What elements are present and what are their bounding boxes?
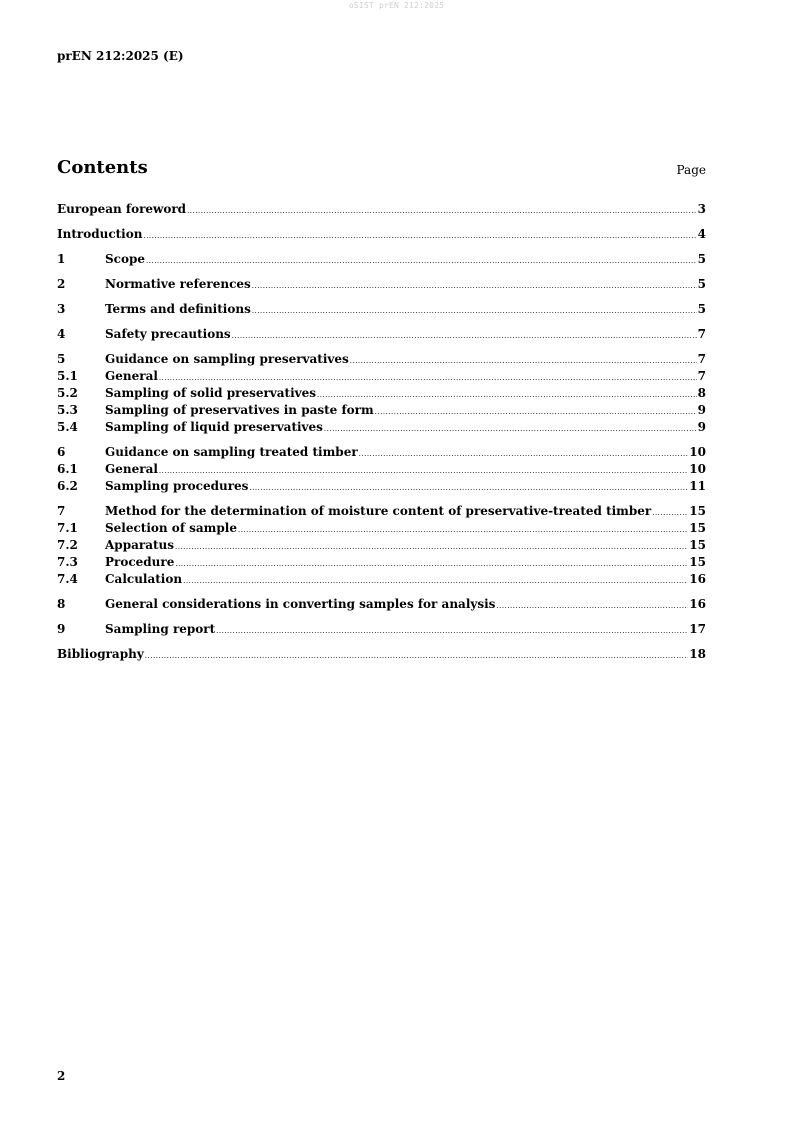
toc-entry-page: 5 [697, 252, 706, 266]
dot-leader [175, 556, 688, 573]
toc-entry[interactable] [57, 351, 706, 368]
toc-entry-page: 5 [697, 277, 706, 291]
toc-entry-page: 7 [697, 369, 706, 383]
toc-entry-page: 11 [689, 479, 706, 493]
dot-leader [175, 539, 688, 556]
toc-entry[interactable] [57, 554, 706, 571]
toc-entry-number: 7 [57, 504, 66, 518]
toc-entry[interactable] [57, 478, 706, 495]
toc-entry[interactable] [57, 571, 706, 588]
toc-entry-title: Selection of sample [105, 521, 237, 535]
toc-entry-title: Apparatus [105, 538, 174, 552]
toc-entry-page: 9 [697, 420, 706, 434]
toc-entry-page: 10 [689, 445, 706, 459]
toc-entry-number: 6 [57, 445, 66, 459]
toc-entry-page: 18 [689, 647, 706, 661]
toc-entry[interactable] [57, 503, 706, 520]
toc-entry-number: 5.4 [57, 420, 78, 434]
page-column-label: Page [676, 163, 706, 177]
toc-entry[interactable] [57, 251, 706, 268]
toc-entry-number: 5.1 [57, 369, 78, 383]
toc-entry-number: 6.1 [57, 462, 78, 476]
toc-entry[interactable] [57, 520, 706, 537]
toc-entry[interactable] [57, 402, 706, 419]
toc-entry-page: 3 [697, 202, 706, 216]
document-id: prEN 212:2025 (E) [57, 49, 184, 63]
toc-entry-number: 8 [57, 597, 66, 611]
dot-leader [350, 353, 697, 370]
toc-entry-page: 15 [689, 538, 706, 552]
toc-entry-title: European foreword [57, 202, 187, 216]
toc-entry[interactable] [57, 301, 706, 318]
toc-entry-title: General [105, 369, 158, 383]
toc-entry-title: General [105, 462, 158, 476]
toc-entry-title: Terms and definitions [105, 302, 251, 316]
toc-entry-title: Sampling of solid preservatives [105, 386, 317, 400]
toc-entry-title: Sampling of preservatives in paste form [105, 403, 374, 417]
toc-entry[interactable] [57, 368, 706, 385]
toc-entry-number: 5 [57, 352, 66, 366]
toc-entry-page: 17 [689, 622, 706, 636]
dot-leader [238, 522, 688, 539]
table-of-contents [57, 201, 706, 663]
toc-entry-number: 2 [57, 277, 66, 291]
dot-leader [145, 648, 689, 665]
toc-entry-title: Method for the determination of moisture content of preservative-treated timber [105, 504, 652, 518]
toc-entry-title: General considerations in converting samples for analysis [105, 597, 496, 611]
dot-leader [652, 505, 688, 522]
toc-entry-number: 7.1 [57, 521, 78, 535]
toc-entry-title: Normative references [105, 277, 251, 291]
toc-entry-number: 5.2 [57, 386, 78, 400]
toc-entry-title: Safety precautions [105, 327, 231, 341]
page-number: 2 [57, 1069, 66, 1083]
toc-entry-title: Introduction [57, 227, 143, 241]
toc-entry-page: 10 [689, 462, 706, 476]
toc-entry[interactable] [57, 385, 706, 402]
toc-entry-number: 7.4 [57, 572, 78, 586]
toc-entry-number: 7.3 [57, 555, 78, 569]
toc-entry-number: 7.2 [57, 538, 78, 552]
dot-leader [183, 573, 688, 590]
toc-entry[interactable] [57, 226, 706, 243]
toc-entry-page: 8 [697, 386, 706, 400]
dot-leader [232, 328, 697, 345]
toc-entry-title: Sampling of liquid preservatives [105, 420, 323, 434]
dot-leader [249, 480, 688, 497]
toc-entry-title: Bibliography [57, 647, 144, 661]
toc-entry[interactable] [57, 276, 706, 293]
toc-entry-number: 9 [57, 622, 66, 636]
toc-entry[interactable] [57, 646, 706, 663]
toc-entry[interactable] [57, 537, 706, 554]
toc-entry[interactable] [57, 621, 706, 638]
dot-leader [317, 387, 697, 404]
toc-entry-title: Scope [105, 252, 146, 266]
toc-entry-page: 4 [697, 227, 706, 241]
dot-leader [143, 228, 696, 245]
toc-entry-number: 6.2 [57, 479, 78, 493]
toc-entry-page: 7 [697, 327, 706, 341]
toc-entry-number: 3 [57, 302, 66, 316]
toc-entry-title: Guidance on sampling treated timber [105, 445, 358, 459]
dot-leader [324, 421, 697, 438]
dot-leader [252, 278, 697, 295]
dot-leader [252, 303, 697, 320]
toc-entry-number: 4 [57, 327, 66, 341]
dot-leader [496, 598, 688, 615]
toc-entry[interactable] [57, 419, 706, 436]
toc-entry-title: Procedure [105, 555, 175, 569]
toc-entry[interactable] [57, 461, 706, 478]
toc-entry-title: Sampling report [105, 622, 216, 636]
contents-heading: Contents [57, 157, 148, 178]
toc-entry-number: 1 [57, 252, 66, 266]
toc-entry-page: 16 [689, 572, 706, 586]
dot-leader [146, 253, 697, 270]
toc-entry-page: 15 [689, 521, 706, 535]
dot-leader [216, 623, 688, 640]
toc-entry-number: 5.3 [57, 403, 78, 417]
toc-entry-page: 7 [697, 352, 706, 366]
dot-leader [375, 404, 697, 421]
dot-leader [359, 446, 689, 463]
toc-entry-page: 9 [697, 403, 706, 417]
toc-entry[interactable] [57, 201, 706, 218]
toc-entry[interactable] [57, 444, 706, 461]
toc-entry-page: 16 [689, 597, 706, 611]
toc-entry[interactable] [57, 326, 706, 343]
dot-leader [187, 203, 697, 220]
toc-entry-page: 15 [689, 504, 706, 518]
toc-entry-page: 5 [697, 302, 706, 316]
toc-entry-title: Calculation [105, 572, 183, 586]
toc-entry[interactable] [57, 596, 706, 613]
watermark: oSIST prEN 212:2025 [348, 1, 445, 10]
toc-entry-title: Sampling procedures [105, 479, 249, 493]
toc-entry-title: Guidance on sampling preservatives [105, 352, 349, 366]
toc-entry-page: 15 [689, 555, 706, 569]
